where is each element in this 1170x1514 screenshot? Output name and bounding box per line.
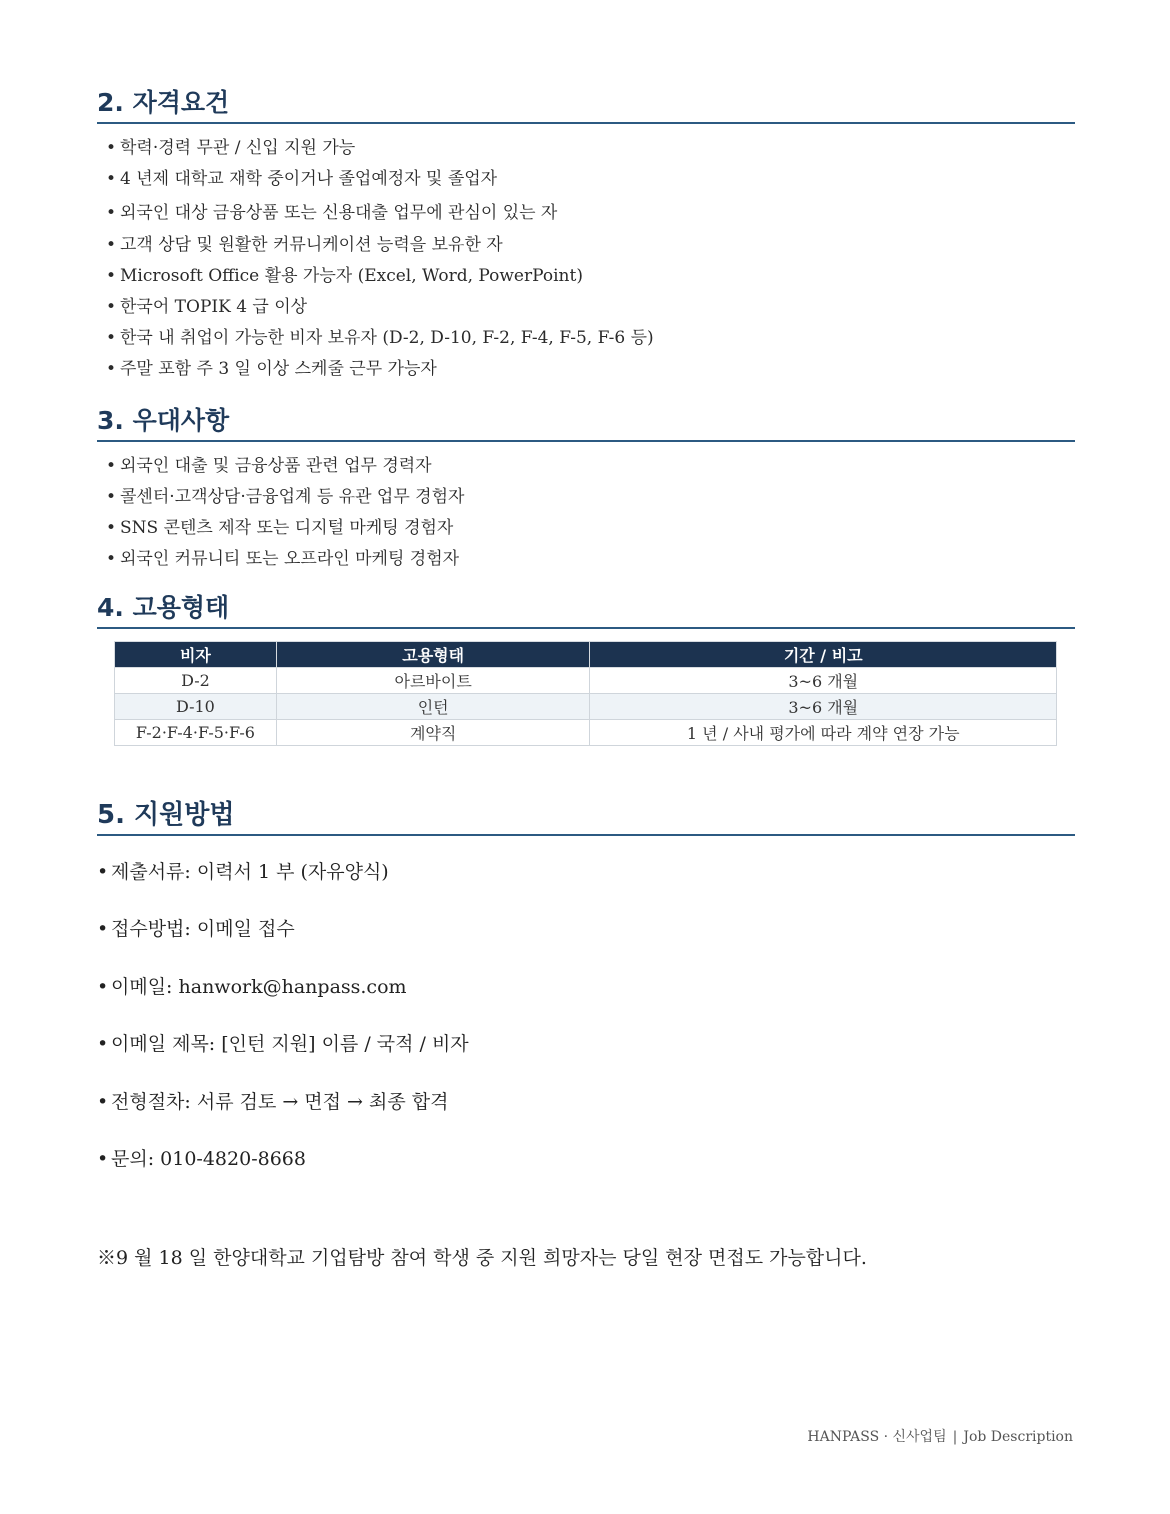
list-item: • 문의: 010-4820-8668 [97,1146,469,1203]
cell-employment-type: 인턴 [276,694,590,720]
application-list [97,859,469,1203]
footer-doc-type: Job Description [963,1429,1073,1445]
list-item: • 외국인 대상 금융상품 또는 신용대출 업무에 관심이 있는 자 [106,203,654,235]
cell-employment-type: 아르바이트 [276,668,590,694]
employment-table [114,641,1057,746]
header-period-notes: 기간 / 비고 [590,642,1057,668]
cell-employment-type: 계약직 [276,720,590,746]
list-item: • SNS 콘텐츠 제작 또는 디지털 마케팅 경험자 [106,518,464,549]
table-row [115,720,1057,746]
preferences-list [106,456,464,580]
list-item: • 주말 포함 주 3 일 이상 스케줄 근무 가능자 [106,359,654,390]
page-footer [807,1426,1073,1446]
cell-period-notes: 3~6 개월 [590,668,1057,694]
list-item: • 이메일 제목: [인턴 지원] 이름 / 국적 / 비자 [97,1031,469,1088]
email-item[interactable]: • 이메일: hanwork@hanpass.com [97,974,469,1031]
section-title-qualifications: 2. 자격요건 [97,86,1075,124]
footer-company: HANPASS · 신사업팀 [807,1429,947,1445]
list-item: • 콜센터·고객상담·금융업계 등 유관 업무 경험자 [106,487,464,518]
cell-visa: D-2 [115,668,277,694]
list-item: • 한국어 TOPIK 4 급 이상 [106,297,654,328]
footer-separator: | [952,1429,958,1445]
qualifications-list [106,138,654,390]
list-item: • 학력·경력 무관 / 신입 지원 가능 [106,138,654,169]
list-item: • 전형절차: 서류 검토 → 면접 → 최종 합격 [97,1089,469,1146]
list-item: • 접수방법: 이메일 접수 [97,916,469,973]
cell-visa: F-2·F-4·F-5·F-6 [115,720,277,746]
list-item: • 4 년제 대학교 재학 중이거나 졸업예정자 및 졸업자 [106,169,654,203]
section-title-application: 5. 지원방법 [97,798,1075,836]
section-title-preferences: 3. 우대사항 [97,404,1075,442]
note-text: ※9 월 18 일 한양대학교 기업탐방 참여 학생 중 지원 희망자는 당일 현장 면접도 가능합니다. [97,1247,867,1269]
header-employment-type: 고용형태 [276,642,590,668]
cell-visa: D-10 [115,694,277,720]
cell-period-notes: 3~6 개월 [590,694,1057,720]
list-item: • 외국인 대출 및 금융상품 관련 업무 경력자 [106,456,464,487]
list-item: • 제출서류: 이력서 1 부 (자유양식) [97,859,469,916]
list-item: • 외국인 커뮤니티 또는 오프라인 마케팅 경험자 [106,549,464,580]
list-item: • 고객 상담 및 원활한 커뮤니케이션 능력을 보유한 자 [106,235,654,266]
list-item: • Microsoft Office 활용 가능자 (Excel, Word, PowerPoint) [106,266,654,297]
table-row [115,668,1057,694]
section-title-employment: 4. 고용형태 [97,591,1075,629]
cell-period-notes: 1 년 / 사내 평가에 따라 계약 연장 가능 [590,720,1057,746]
table-row [115,694,1057,720]
table-header-row [115,642,1057,668]
header-visa: 비자 [115,642,277,668]
list-item: • 한국 내 취업이 가능한 비자 보유자 (D-2, D-10, F-2, F-4, F-5, F-6 등) [106,328,654,359]
